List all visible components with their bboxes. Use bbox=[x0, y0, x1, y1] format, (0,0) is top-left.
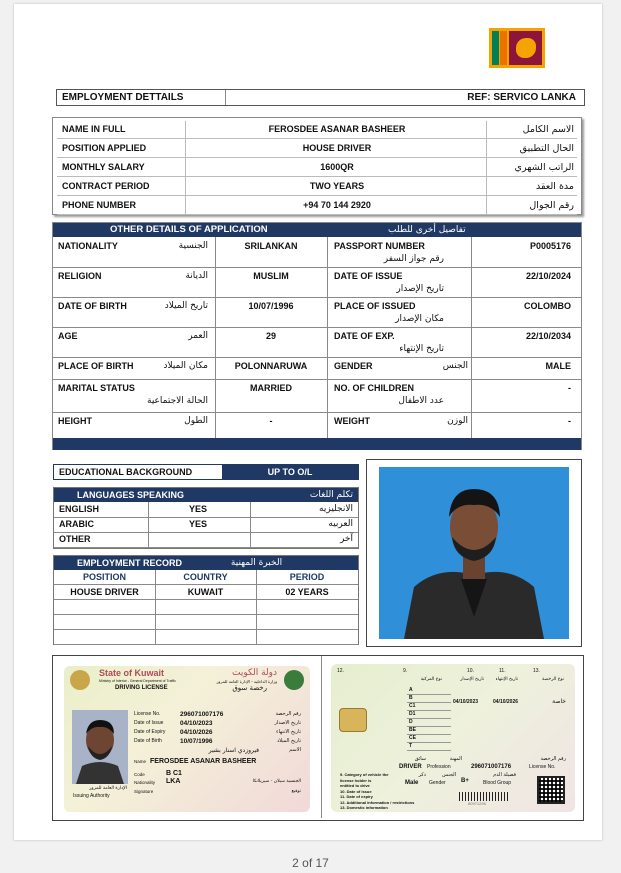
lf-field-label-ar: تاريخ الميلاد bbox=[276, 738, 301, 744]
detail-value: 29 bbox=[265, 331, 276, 341]
detail-label-ar: الجنس bbox=[442, 361, 468, 371]
detail-label-ar: رقم جواز السفر bbox=[383, 254, 444, 264]
lf-ministry: Ministry of Interior - General Department of Traffic bbox=[99, 679, 176, 683]
detail-label-ar: الطول bbox=[184, 416, 208, 426]
detail-value: 22/10/2024 bbox=[525, 271, 571, 281]
detail-label-ar: مكان الميلاد bbox=[163, 361, 208, 371]
info-label: CONTRACT PERIOD bbox=[62, 181, 150, 191]
languages-table bbox=[53, 487, 359, 549]
detail-label: DATE OF EXP. bbox=[334, 331, 395, 341]
info-label: MONTHLY SALARY bbox=[62, 162, 145, 172]
detail-label: DATE OF ISSUE bbox=[334, 271, 403, 281]
language-name: ENGLISH bbox=[59, 504, 100, 514]
lb-category: T bbox=[409, 743, 413, 749]
lf-field-label-ar: رقم الرخصة bbox=[275, 711, 301, 717]
main-info-table bbox=[52, 117, 582, 215]
language-name-ar: الانجليزيه bbox=[319, 504, 353, 514]
lb-note: 10. Date of issue bbox=[340, 788, 372, 794]
detail-label-ar: الوزن bbox=[447, 416, 468, 426]
table-rule bbox=[250, 502, 251, 548]
employment-cell: KUWAIT bbox=[187, 587, 224, 597]
lf-photo bbox=[72, 710, 128, 784]
language-value: YES bbox=[188, 519, 207, 529]
info-label-ar: مدة العقد bbox=[536, 181, 574, 192]
lb-col-header: 10. bbox=[467, 668, 474, 674]
table-rule bbox=[54, 644, 358, 645]
lb-note: 12. Additional information / restrictions bbox=[340, 799, 415, 805]
lf-field-label: Date of Expiry bbox=[134, 729, 166, 735]
table-rule bbox=[57, 138, 577, 139]
employment-header bbox=[56, 89, 585, 106]
lb-license-no-ar: رقم الرخصة bbox=[540, 756, 566, 762]
lf-state-ar: دولة الكويت bbox=[232, 668, 277, 678]
lb-license-no: 296071007176 bbox=[471, 764, 512, 770]
table-rule bbox=[54, 629, 358, 630]
lb-profession-label: Profession bbox=[427, 764, 451, 770]
page-number: 2 of 17 bbox=[292, 856, 329, 870]
detail-label-ar: الحالة الاجتماعية bbox=[147, 396, 208, 406]
detail-label: HEIGHT bbox=[58, 416, 93, 426]
table-rule bbox=[57, 214, 577, 215]
language-value: YES bbox=[188, 504, 207, 514]
qr-code-icon bbox=[537, 776, 565, 804]
detail-label-ar: تاريخ الإصدار bbox=[396, 284, 444, 294]
employment-column-header: PERIOD bbox=[289, 572, 325, 582]
info-label-ar: الراتب الشهري bbox=[514, 162, 574, 173]
detail-value: SRILANKAN bbox=[244, 241, 298, 251]
info-value: 1600QR bbox=[320, 162, 354, 172]
detail-label-ar: الديانة bbox=[185, 271, 208, 281]
lf-field-value: 296071007176 bbox=[180, 711, 224, 718]
detail-label: PASSPORT NUMBER bbox=[334, 241, 425, 251]
table-rule bbox=[54, 547, 358, 548]
lf-field-label: Date of Birth bbox=[134, 738, 162, 744]
lb-category: B bbox=[409, 695, 413, 701]
detail-label: GENDER bbox=[334, 361, 373, 371]
lb-profession-label-ar: المهنة bbox=[449, 756, 462, 762]
detail-label-ar: العمر bbox=[188, 331, 208, 341]
lf-nationality-ar: الجنسية سيلان - سيريلانكا bbox=[252, 779, 301, 784]
info-label: NAME IN FULL bbox=[62, 124, 126, 134]
lf-field-label: Date of Issue bbox=[134, 720, 164, 726]
lb-gender-label: Gender bbox=[429, 780, 446, 786]
detail-label-ar: مكان الإصدار bbox=[395, 314, 444, 324]
lf-field-value: 04/10/2023 bbox=[180, 720, 213, 727]
other-details-title-ar: تفاصيل أخرى للطلب bbox=[388, 225, 466, 235]
detail-value: COLOMBO bbox=[524, 301, 571, 311]
lb-blood-label-ar: فصيلة الدم bbox=[493, 772, 516, 778]
lb-col-header: 9. bbox=[403, 668, 408, 674]
lf-ministry-ar: وزارة الداخلية - الإدارة العامة للمرور bbox=[216, 679, 277, 684]
lb-note: 13. Domestic information bbox=[340, 805, 388, 810]
lf-nationality: LKA bbox=[166, 778, 181, 785]
header-title: EMPLOYMENT DETTAILS bbox=[62, 92, 184, 103]
employment-record-title-ar: الخبرة المهنية bbox=[230, 558, 283, 568]
other-details-title: OTHER DETAILS OF APPLICATION bbox=[110, 224, 268, 235]
table-rule bbox=[215, 237, 216, 438]
language-name: OTHER bbox=[59, 534, 91, 544]
detail-label: RELIGION bbox=[58, 271, 102, 281]
traffic-emblem-icon bbox=[284, 670, 304, 690]
education-value: UP TO O/L bbox=[267, 467, 313, 477]
table-rule bbox=[471, 237, 472, 438]
document-page bbox=[14, 4, 602, 840]
detail-label: NO. OF CHILDREN bbox=[334, 383, 414, 393]
lb-category: C1 bbox=[409, 703, 416, 709]
detail-label: AGE bbox=[58, 331, 78, 341]
lb-gender: Male bbox=[405, 780, 419, 786]
lf-code: B C1 bbox=[166, 770, 182, 777]
lb-note: entitled to drive bbox=[340, 783, 370, 788]
lb-serial: 80971296 bbox=[468, 801, 486, 806]
lb-col-header: 12. bbox=[337, 668, 344, 674]
lf-title: DRIVING LICENSE bbox=[115, 685, 168, 691]
detail-label: NATIONALITY bbox=[58, 241, 118, 251]
detail-label: MARITAL STATUS bbox=[58, 383, 135, 393]
table-rule bbox=[54, 614, 358, 615]
employment-cell: 02 YEARS bbox=[285, 587, 329, 597]
lb-license-no-label: License No. bbox=[529, 764, 556, 770]
language-name: ARABIC bbox=[59, 519, 94, 529]
info-value: +94 70 144 2920 bbox=[303, 200, 371, 210]
lb-note: license holder is bbox=[340, 777, 372, 783]
lf-name-ar: فيروزدي اسنار بشير bbox=[208, 747, 259, 754]
info-label: POSITION APPLIED bbox=[62, 143, 147, 153]
info-label-ar: الاسم الكامل bbox=[522, 124, 574, 135]
table-rule bbox=[57, 176, 577, 177]
lf-name: FEROSDEE ASANAR BASHEER bbox=[150, 758, 257, 765]
lb-blood-label: Blood Group bbox=[483, 780, 512, 786]
lb-category: D1 bbox=[409, 711, 416, 717]
info-value: FEROSDEE ASANAR BASHEER bbox=[268, 124, 406, 134]
lb-col-header-ar: نوع الرخصة bbox=[542, 677, 564, 682]
table-rule bbox=[327, 237, 328, 438]
lb-col-header-ar: نوع المركبة bbox=[420, 677, 442, 682]
lf-field-label-ar: تاريخ الانتهاء bbox=[276, 729, 301, 735]
detail-value: - bbox=[269, 416, 273, 426]
applicant-photo bbox=[379, 467, 569, 639]
detail-label: DATE OF BIRTH bbox=[58, 301, 127, 311]
lb-col-header: 13. bbox=[533, 668, 540, 674]
lb-col-header: 11. bbox=[499, 668, 506, 674]
applicant-photo-frame bbox=[366, 459, 582, 647]
lb-category: D bbox=[409, 719, 413, 725]
detail-label-ar: تاريخ الإنتهاء bbox=[399, 344, 444, 354]
lf-authority: Issuing Authority bbox=[73, 793, 110, 799]
languages-title-ar: تكلم اللغات bbox=[309, 490, 353, 500]
info-value: HOUSE DRIVER bbox=[302, 143, 372, 153]
lf-field-label: License No. bbox=[134, 711, 161, 717]
lb-col-header-ar: تاريخ الإنتهاء bbox=[495, 677, 518, 682]
detail-value: - bbox=[568, 383, 571, 393]
detail-label-ar: الجنسية bbox=[178, 241, 208, 251]
lf-nationality-label: Nationality bbox=[134, 780, 156, 785]
table-rule bbox=[155, 570, 156, 644]
lb-note: 9. Category of vehicle the bbox=[340, 772, 389, 777]
header-ref: REF: SERVICO LANKA bbox=[467, 92, 576, 103]
detail-label: PLACE OF BIRTH bbox=[58, 361, 134, 371]
lf-code-label: Code bbox=[134, 772, 145, 777]
lb-blood: B+ bbox=[461, 778, 469, 784]
employment-record-table bbox=[53, 555, 359, 645]
table-rule bbox=[486, 121, 487, 214]
table-rule bbox=[54, 599, 358, 600]
languages-title: LANGUAGES SPEAKING bbox=[77, 490, 185, 500]
table-rule bbox=[185, 121, 186, 214]
barcode-icon bbox=[459, 792, 509, 801]
lb-profession-ar: سائق bbox=[414, 756, 426, 762]
license-back-card bbox=[331, 664, 575, 812]
language-name-ar: العربيه bbox=[328, 519, 353, 529]
lb-col-header-ar: تاريخ الإصدار bbox=[460, 677, 484, 682]
lf-signature-ar: توقيع bbox=[291, 789, 301, 794]
lf-name-label-ar: الاسم bbox=[289, 747, 301, 753]
lf-title-ar: رخصة سوق bbox=[232, 684, 267, 692]
info-label: PHONE NUMBER bbox=[62, 200, 137, 210]
driving-license-box bbox=[52, 655, 584, 821]
employment-column-header: POSITION bbox=[82, 572, 126, 582]
table-rule bbox=[407, 750, 451, 751]
lf-field-value: 04/10/2026 bbox=[180, 729, 213, 736]
lb-gender-ar: ذكر bbox=[418, 772, 426, 778]
detail-value: MARRIED bbox=[250, 383, 292, 393]
kuwait-emblem-icon bbox=[70, 670, 90, 690]
info-label-ar: رقم الجوال bbox=[529, 200, 574, 211]
sri-lanka-flag-icon bbox=[489, 28, 545, 68]
detail-label-ar: عدد الاطفال bbox=[398, 396, 444, 406]
chip-icon bbox=[339, 708, 367, 732]
education-label: EDUCATIONAL BACKGROUND bbox=[59, 467, 193, 477]
detail-label: WEIGHT bbox=[334, 416, 370, 426]
detail-label-ar: تاريخ الميلاد bbox=[164, 301, 208, 311]
lb-expiry-date: 04/10/2026 bbox=[493, 699, 519, 705]
lb-category: CE bbox=[409, 735, 416, 741]
employment-cell: HOUSE DRIVER bbox=[70, 587, 139, 597]
lf-state: State of Kuwait bbox=[99, 668, 165, 678]
table-rule bbox=[57, 195, 577, 196]
employment-record-title: EMPLOYMENT RECORD bbox=[77, 558, 183, 568]
info-label-ar: الحال التطبيق bbox=[519, 143, 574, 154]
table-rule bbox=[256, 570, 257, 644]
table-rule bbox=[57, 157, 577, 158]
lb-category: BE bbox=[409, 727, 416, 733]
lf-field-label-ar: تاريخ الاصدار bbox=[274, 720, 301, 726]
lf-authority-ar: الإدارة العامة للمرور bbox=[89, 786, 127, 791]
license-front-card bbox=[64, 666, 310, 812]
employment-column-header: COUNTRY bbox=[183, 572, 228, 582]
detail-value: - bbox=[568, 416, 571, 426]
lb-issue-date: 04/10/2023 bbox=[453, 699, 479, 705]
lf-field-value: 10/07/1996 bbox=[180, 738, 213, 745]
education-row bbox=[53, 464, 359, 480]
detail-value: 22/10/2034 bbox=[525, 331, 571, 341]
detail-value: 10/07/1996 bbox=[248, 301, 294, 311]
info-value: TWO YEARS bbox=[309, 181, 365, 191]
detail-value: MALE bbox=[545, 361, 571, 371]
lb-profession: DRIVER bbox=[399, 764, 422, 770]
lb-gender-label-ar: الجنس bbox=[441, 772, 456, 778]
lb-note: 11. Date of expiry bbox=[340, 794, 373, 799]
lf-signature-label: Signature bbox=[134, 789, 154, 794]
language-name-ar: آخر bbox=[339, 534, 353, 544]
detail-value: P0005176 bbox=[529, 241, 571, 251]
detail-value: MUSLIM bbox=[253, 271, 289, 281]
other-details-table bbox=[52, 222, 582, 450]
table-rule bbox=[148, 502, 149, 548]
detail-value: POLONNARUWA bbox=[234, 361, 308, 371]
lb-license-type-ar: خاصة bbox=[552, 698, 566, 705]
lb-category: A bbox=[409, 687, 413, 693]
lf-name-label: Name bbox=[134, 759, 147, 764]
detail-label: PLACE OF ISSUED bbox=[334, 301, 416, 311]
